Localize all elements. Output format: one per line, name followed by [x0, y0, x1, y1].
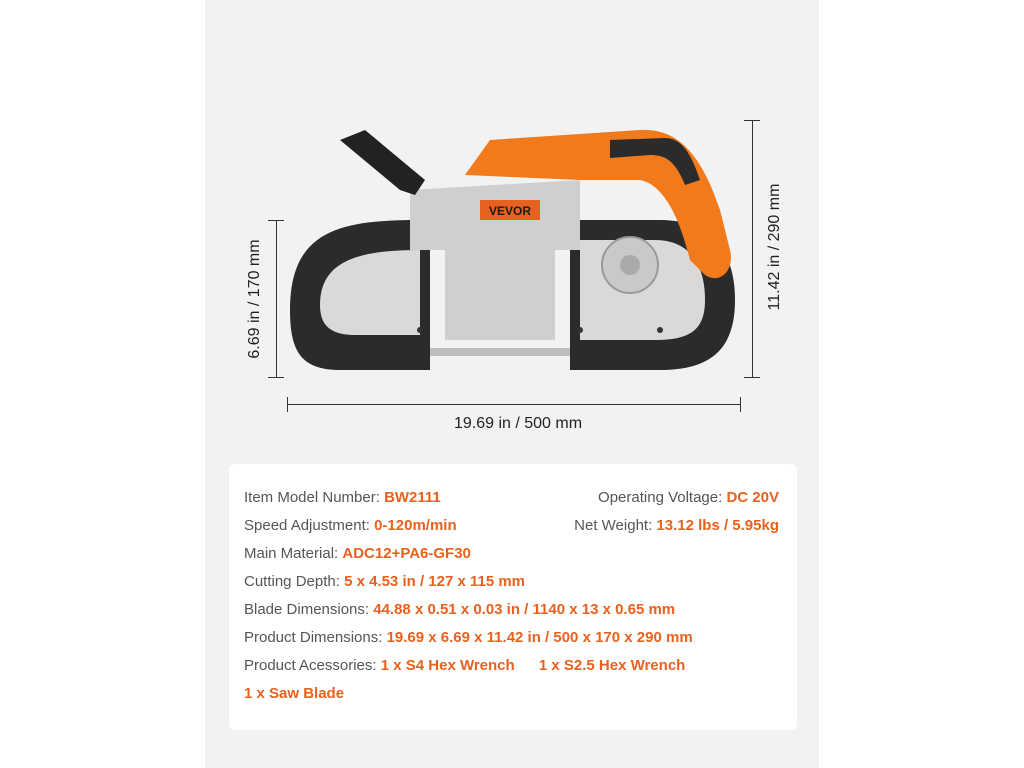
right-height-tick-bottom [744, 377, 760, 378]
left-height-tick-top [268, 220, 284, 221]
spec-item-model: Item Model Number: BW2111 [244, 489, 441, 506]
right-height-label: 11.42 in / 290 mm [766, 183, 783, 311]
band-saw-image [280, 120, 740, 390]
spec-accessory-saw-blade: 1 x Saw Blade [244, 685, 345, 702]
width-tick-left [287, 397, 288, 412]
right-height-line [752, 120, 753, 378]
spec-speed: Speed Adjustment: 0-120m/min [244, 517, 457, 534]
spec-material: Main Material: ADC12+PA6-GF30 [244, 545, 471, 562]
left-height-line [276, 220, 277, 378]
right-height-tick-top [744, 120, 760, 121]
brand-logo-text: VEVOR [488, 204, 532, 218]
spec-weight: Net Weight: 13.12 lbs / 5.95kg [574, 517, 779, 534]
width-label: 19.69 in / 500 mm [453, 415, 583, 432]
left-height-label: 6.69 in / 170 mm [246, 239, 263, 359]
left-height-tick-bottom [268, 377, 284, 378]
spec-accessories: Product Acessories: 1 x S4 Hex Wrench 1 x S2.5 Hex Wrench [244, 657, 686, 674]
spec-voltage: Operating Voltage: DC 20V [598, 489, 779, 506]
spec-cutting-depth: Cutting Depth: 5 x 4.53 in / 127 x 115 mm [244, 573, 526, 590]
spec-product-dimensions: Product Dimensions: 19.69 x 6.69 x 11.42 in / 500 x 170 x 290 mm [244, 629, 693, 646]
width-line [287, 404, 741, 405]
width-tick-right [740, 397, 741, 412]
spec-blade-dimensions: Blade Dimensions: 44.88 x 0.51 x 0.03 in / 1140 x 13 x 0.65 mm [244, 601, 676, 618]
